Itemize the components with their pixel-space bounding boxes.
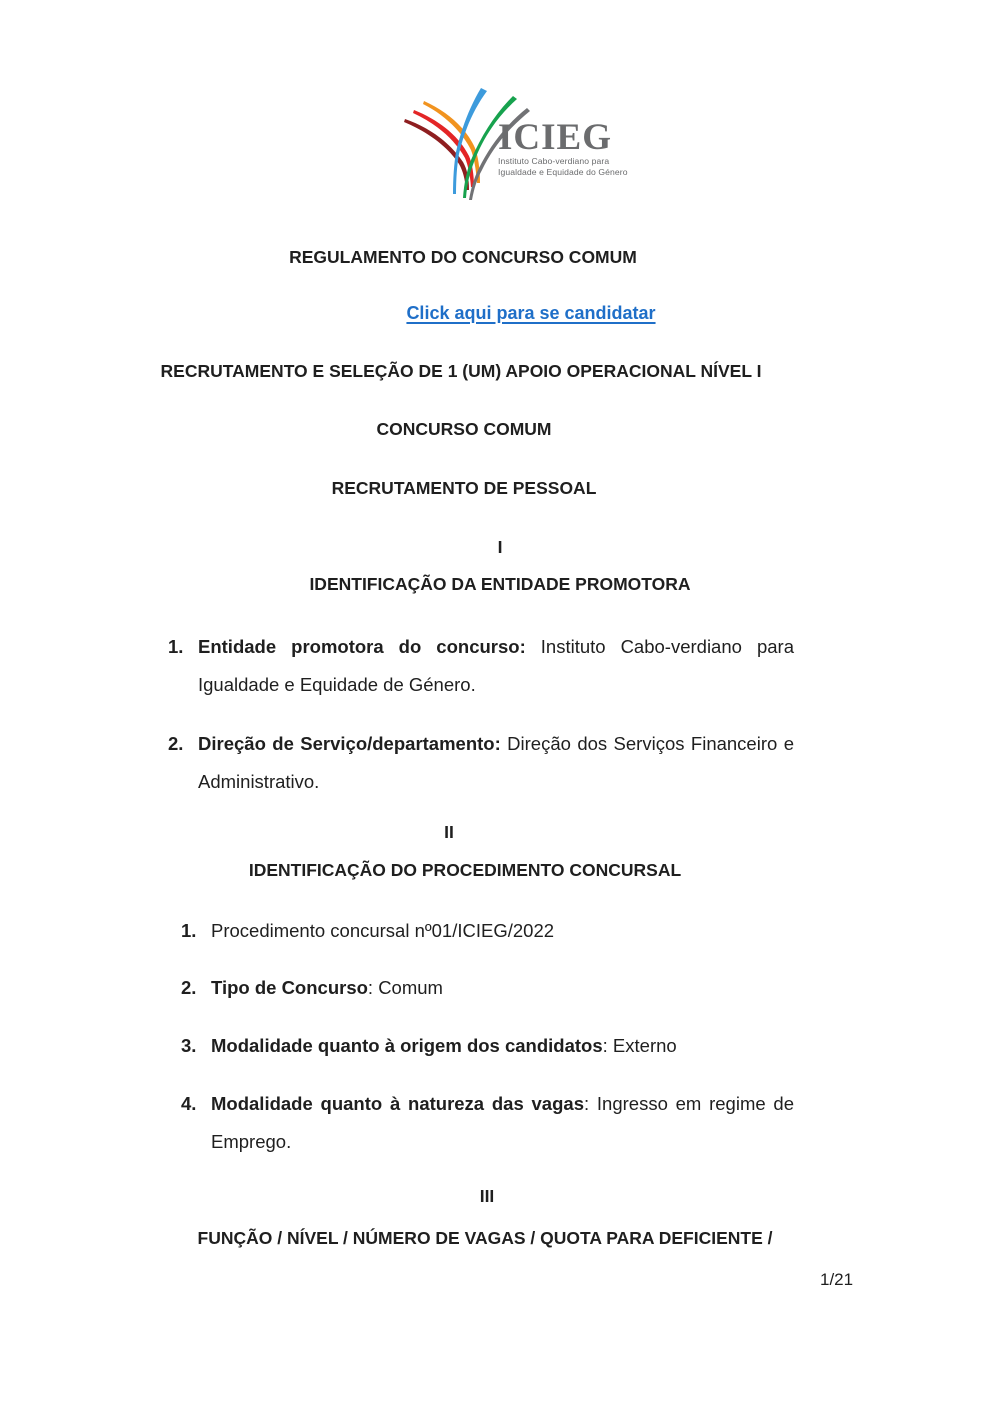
page-number: 1/21 [820, 1270, 854, 1289]
item-text [198, 628, 794, 704]
item-value: : Ingresso em regime de Emprego. [211, 1093, 794, 1152]
list-item [168, 628, 794, 704]
subtitle-recrutamento-selecao: RECRUTAMENTO E SELEÇÃO DE 1 (UM) APOIO OPERACIONAL NÍVEL I [160, 361, 762, 381]
list-item [181, 969, 794, 1007]
list-item [181, 1027, 794, 1065]
list-item [168, 725, 794, 801]
section-2-heading: IDENTIFICAÇÃO DO PROCEDIMENTO CONCURSAL [248, 860, 682, 880]
icieg-tagline-line2: Igualdade e Equidade do Género [498, 166, 628, 177]
item-value: : Comum [367, 977, 443, 998]
item-value: : Externo [602, 1035, 677, 1056]
subtitle-recrutamento-pessoal: RECRUTAMENTO DE PESSOAL [331, 478, 597, 498]
section-1-heading: IDENTIFICAÇÃO DA ENTIDADE PROMOTORA [309, 574, 691, 594]
item-label: Entidade promotora do concurso: [198, 636, 526, 657]
apply-link[interactable]: Click aqui para se candidatar [406, 303, 656, 323]
section-3-numeral: III [479, 1186, 495, 1206]
item-value: Procedimento concursal nº01/ICIEG/2022 [211, 920, 555, 941]
item-value: Direção dos Serviços Financeiro e Administrativo. [198, 733, 794, 792]
icieg-wordmark: ICIEG [498, 117, 612, 158]
section-1-numeral: I [497, 537, 503, 557]
item-text [211, 1027, 794, 1065]
item-text [211, 912, 794, 950]
page-title: REGULAMENTO DO CONCURSO COMUM [289, 247, 637, 267]
section-3-heading: FUNÇÃO / NÍVEL / NÚMERO DE VAGAS / QUOTA PARA DEFICIENTE / [197, 1228, 773, 1248]
item-number: 4. [181, 1093, 197, 1114]
apply-link-line [216, 302, 846, 324]
item-number: 2. [168, 733, 184, 754]
item-value: Instituto Cabo-verdiano para Igualdade e Equidade de Género. [198, 636, 794, 695]
item-number: 1. [181, 920, 197, 941]
list-item [181, 1085, 794, 1161]
icieg-logo [403, 86, 643, 201]
item-text [211, 969, 794, 1007]
item-text [211, 1085, 794, 1161]
icieg-logo-text [498, 117, 638, 177]
item-text [198, 725, 794, 801]
subtitle-concurso-comum: CONCURSO COMUM [376, 419, 552, 439]
icieg-tagline-line1: Instituto Cabo-verdiano para [498, 156, 610, 166]
section-2-numeral: II [444, 822, 454, 842]
item-number: 1. [168, 636, 184, 657]
item-label: Modalidade quanto à natureza das vagas [211, 1093, 584, 1114]
item-label: Direção de Serviço/departamento: [198, 733, 501, 754]
item-number: 3. [181, 1035, 197, 1056]
item-label: Tipo de Concurso [211, 977, 368, 998]
item-number: 2. [181, 977, 197, 998]
item-label: Modalidade quanto à origem dos candidatos [211, 1035, 603, 1056]
list-item [181, 912, 794, 950]
